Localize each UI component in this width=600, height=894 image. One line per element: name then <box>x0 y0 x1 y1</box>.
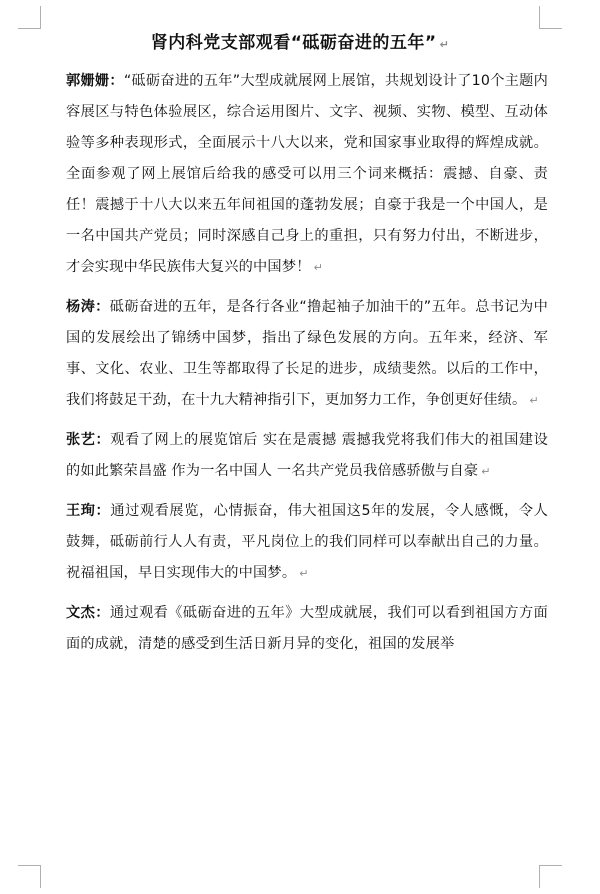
crop-mark-top-right <box>539 6 562 29</box>
paragraph <box>66 425 548 487</box>
speaker-name: 文杰： <box>66 605 110 621</box>
speaker-name: 王珣： <box>66 503 111 519</box>
document-title-text: 肾内科党支部观看“砥砺奋进的五年” <box>150 33 437 53</box>
paragraph-mark-icon: ↵ <box>529 394 539 407</box>
document-title <box>40 28 560 53</box>
paragraph-mark-icon: ↵ <box>313 261 324 274</box>
paragraph-mark-icon: ↵ <box>299 567 309 580</box>
paragraph-mark-icon: ↵ <box>439 38 450 51</box>
speaker-name: 张艺： <box>66 432 111 448</box>
paragraph-text: 通过观看《砥砺奋进的五年》大型成就展，我们可以看到祖国方方面面的成就，清楚的感受到生活日新月异的变化，祖国的发展举 <box>66 605 548 652</box>
paragraph <box>66 496 548 589</box>
paragraph <box>66 66 548 283</box>
paragraph-text: 砥砺奋进的五年，是各行各业“撸起袖子加油干的”五年。总书记为中国的发展绘出了锦绣中国梦，指出了绿色发展的方向。五年来，经济、军事、文化、农业、卫生等都取得了长足的进步，成绩斐然。以后的工作中，我们将鼓足干劲，在十九大精神指引下，更加努力工作，争创更好佳绩。 <box>66 299 549 408</box>
paragraph-text: “砥砺奋进的五年”大型成就展网上展馆，共规划设计了10个主题内容展区与特色体验展区，综合运用图片、文字、视频、实物、模型、互动体验等多种表现形式，全面展示十八大以来，党和国家事业取得的辉煌成就。全面参观了网上展馆后给我的感受可以用三个词来概括：震撼、自豪、责任！震撼于十八大以来五年间祖国的蓬勃发展；自豪于我是一个中国人，是一名中国共产党员；同时深感自己身上的重担，只有努力付出，不断进步，才会实现中华民族伟大复兴的中国梦！ <box>66 73 548 275</box>
paragraph-text: 观看了网上的展览馆后 实在是震撼 震撼我党将我们伟大的祖国建设的如此繁荣昌盛 作为一名中国人 一名共产党员我倍感骄傲与自豪 <box>66 432 548 479</box>
paragraph-text: 通过观看展览，心情振奋，伟大祖国这5年的发展，令人感慨，令人鼓舞，砥砺前行人人有责，平凡岗位上的我们同样可以奉献出自己的力量。祝福祖国，早日实现伟大的中国梦。 <box>66 503 548 581</box>
crop-mark-bottom-right <box>539 865 562 888</box>
speaker-name: 杨涛： <box>66 299 110 315</box>
paragraph-mark-icon: ↵ <box>481 465 491 478</box>
crop-mark-top-left <box>18 6 41 29</box>
document-body <box>66 66 548 669</box>
paragraph <box>66 598 548 660</box>
crop-mark-bottom-left <box>18 865 41 888</box>
speaker-name: 郭姗姗： <box>66 73 124 89</box>
paragraph <box>66 292 548 416</box>
